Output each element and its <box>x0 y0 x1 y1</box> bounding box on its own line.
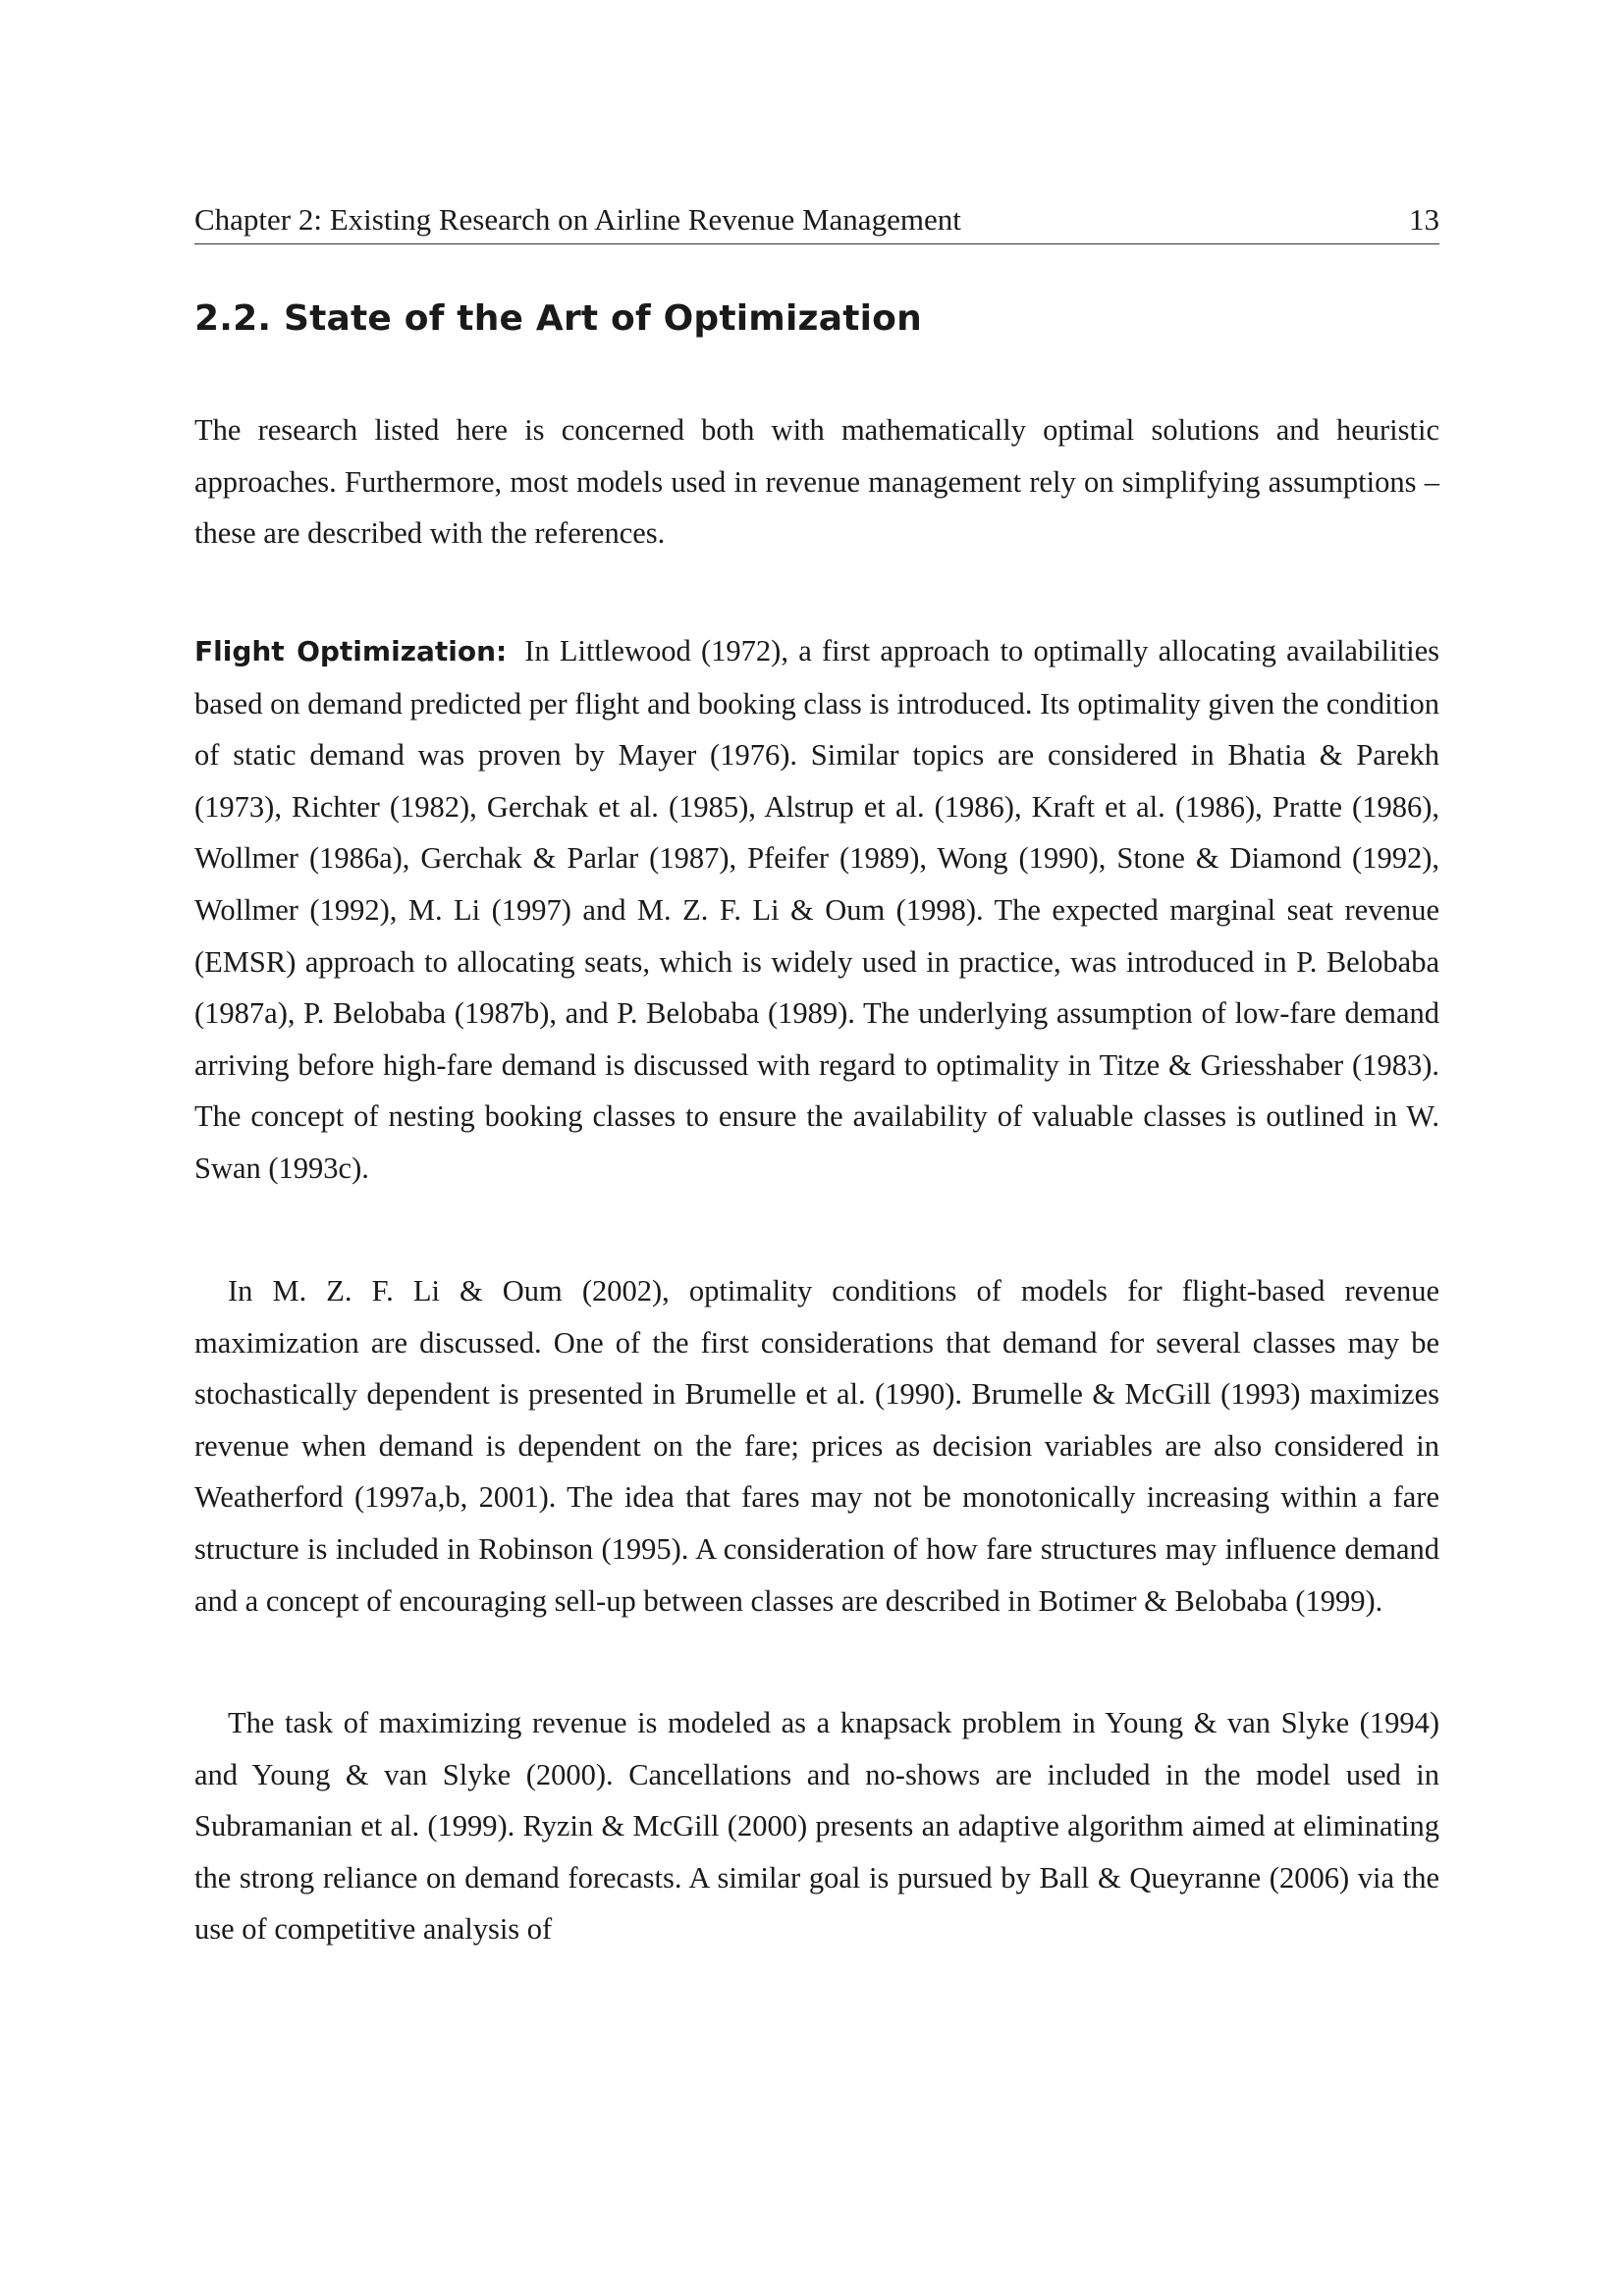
document-page <box>194 0 1439 2296</box>
running-header <box>194 198 1439 244</box>
body-paragraph-3: The task of maximizing revenue is modeled as a knapsack problem in Young & van Slyke (1994) and Young & van Slyke (2000). Cancellations and no-shows are included in the model used in Subramanian et al. (1999). Ryzin & McGill (2000) presents an adaptive algorithm aimed at eliminating the strong reliance on demand forecasts. A similar goal is pursued by Ball & Queyranne (2006) via the use of competitive analysis of <box>194 1706 1439 1947</box>
chapter-title: Chapter 2: Existing Research on Airline Revenue Management <box>194 202 961 237</box>
intro-paragraph: The research listed here is concerned both with mathematically optimal solutions and heuristic approaches. Furthermore, most models used in revenue management rely on simplifying assumptions – these are described with the references. <box>194 413 1439 551</box>
flight-optimization-text: In Littlewood (1972), a first approach to optimally allocating availabilities based on demand predicted per flight and booking class is introduced. Its optimality given the condition of static demand was proven by Mayer (1976). Similar topics are considered in Bhatia & Parekh (1973), Richter (1982), Gerchak et al. (1985), Alstrup et al. (1986), Kraft et al. (1986), Pratte (1986), Wollmer (1986a), Gerchak & Parlar (1987), Pfeifer (1989), Wong (1990), Stone & Diamond (1992), Wollmer (1992), M. Li (1997) and M. Z. F. Li & Oum (1998). The expected marginal seat revenue (EMSR) approach to allocating seats, which is widely used in practice, was introduced in P. Belobaba (1987a), P. Belobaba (1987b), and P. Belobaba (1989). The underlying assumption of low-fare demand arriving before high-fare demand is discussed with regard to optimality in Titze & Griesshaber (1983). The concept of nesting booking classes to ensure the availability of valuable classes is outlined in W. Swan (1993c). <box>194 634 1439 1185</box>
body-paragraph-2: In M. Z. F. Li & Oum (2002), optimality conditions of models for flight-based revenue maximization are discussed. One of the first considerations that demand for several classes may be stochastically dependent is presented in Brumelle et al. (1990). Brumelle & McGill (1993) maximizes revenue when demand is dependent on the fare; prices as decision variables are also considered in Weatherford (1997a,b, 2001). The idea that fares may not be monotonically increasing within a fare structure is included in Robinson (1995). A consideration of how fare structures may influence demand and a concept of encouraging sell-up between classes are described in Botimer & Belobaba (1999). <box>194 1274 1439 1618</box>
flight-optimization-heading: Flight Optimization: <box>194 635 508 667</box>
page-number: 13 <box>1409 202 1439 237</box>
flight-optimization-paragraph <box>194 625 1439 1195</box>
section-title: 2.2. State of the Art of Optimization <box>194 298 922 339</box>
